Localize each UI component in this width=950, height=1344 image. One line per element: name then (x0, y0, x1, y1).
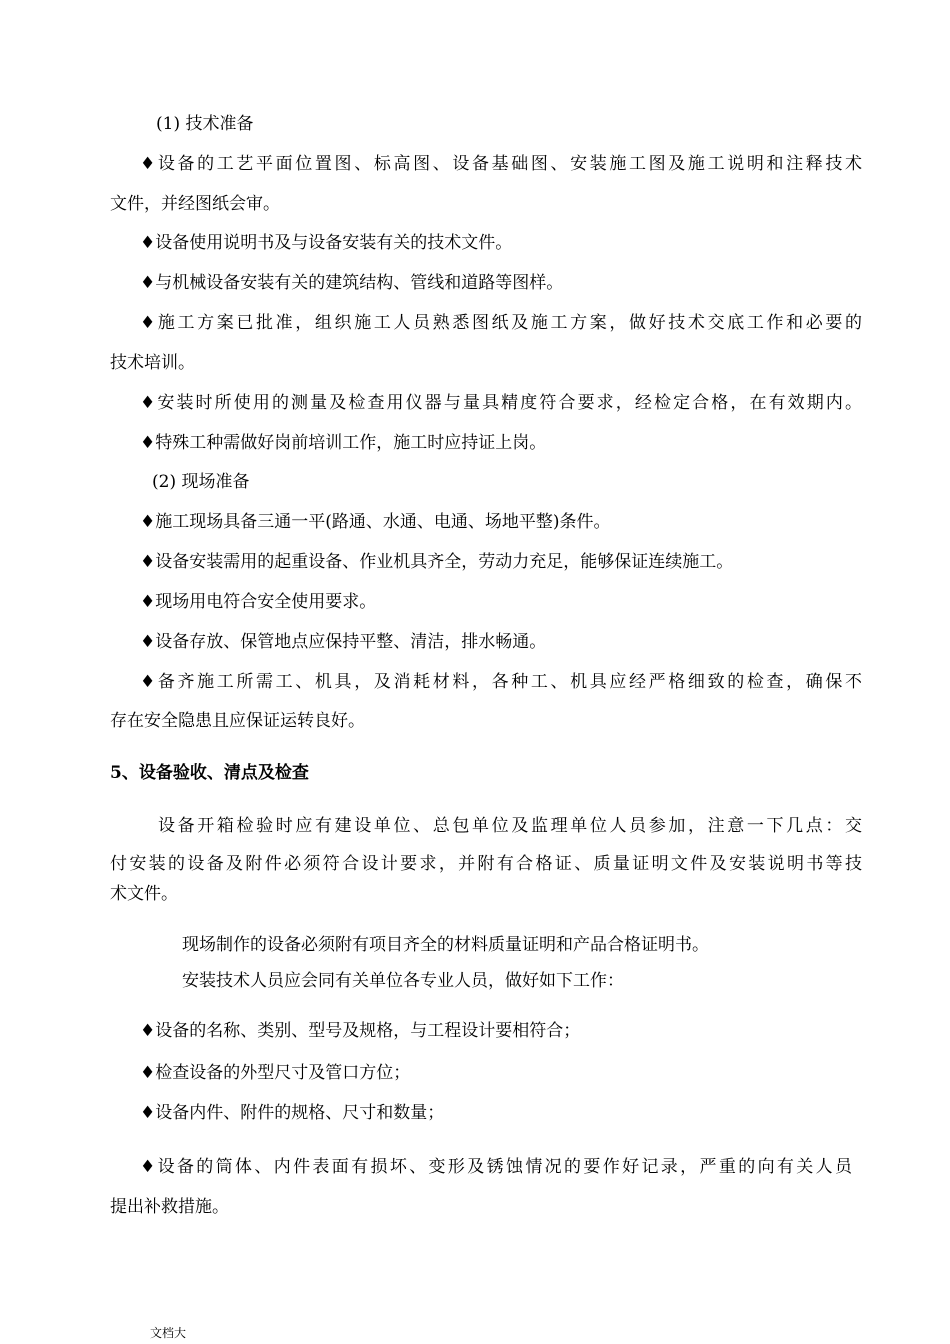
paragraph-line: 提出补救措施。 (110, 1197, 229, 1217)
paragraph-line: ♦设备使用说明书及与设备安装有关的技术文件。 (140, 233, 513, 253)
paragraph-line: 现场制作的设备必须附有项目齐全的材料质量证明和产品合格证明书。 (182, 935, 709, 955)
paragraph-line: 安装技术人员应会同有关单位各专业人员，做好如下工作： (182, 971, 624, 991)
section-heading-equipment-acceptance: 5、设备验收、清点及检查 (110, 763, 309, 783)
paragraph-line: ♦设备存放、保管地点应保持平整、清洁，排水畅通。 (140, 632, 547, 652)
paragraph-line: 存在安全隐患且应保证运转良好。 (110, 711, 365, 731)
paragraph-line: ♦特殊工种需做好岗前培训工作，施工时应持证上岗。 (140, 433, 547, 453)
paragraph-line: ♦检查设备的外型尺寸及管口方位； (140, 1063, 411, 1083)
paragraph-line: ♦施工方案已批准，组织施工人员熟悉图纸及施工方案，做好技术交底工作和必要的 (140, 313, 862, 333)
paragraph-line: 设备开箱检验时应有建设单位、总包单位及监理单位人员参加，注意一下几点：交 (158, 816, 862, 836)
heading-site-preparation: (2) 现场准备 (152, 472, 250, 492)
page-footer: 文档大 (150, 1326, 187, 1340)
paragraph-line: ♦设备内件、附件的规格、尺寸和数量； (140, 1103, 445, 1123)
paragraph-line: ♦设备的工艺平面位置图、标高图、设备基础图、安装施工图及施工说明和注释技术 (140, 154, 862, 174)
paragraph-line: 术文件。 (110, 884, 178, 904)
paragraph-line: 付安装的设备及附件必须符合设计要求，并附有合格证、质量证明文件及安装说明书等技 (110, 854, 862, 874)
paragraph-line: ♦设备的名称、类别、型号及规格，与工程设计要相符合； (140, 1021, 581, 1041)
heading-technical-preparation: (1) 技术准备 (156, 114, 254, 134)
paragraph-line: ♦施工现场具备三通一平(路通、水通、电通、场地平整)条件。 (140, 512, 611, 532)
paragraph-line: ♦备齐施工所需工、机具，及消耗材料，各种工、机具应经严格细致的检查，确保不 (140, 672, 862, 692)
paragraph-line: 技术培训。 (110, 353, 195, 373)
paragraph-line: ♦与机械设备安装有关的建筑结构、管线和道路等图样。 (140, 273, 564, 293)
paragraph-line: 文件，并经图纸会审。 (110, 194, 280, 214)
paragraph-line: ♦安装时所使用的测量及检查用仪器与量具精度符合要求，经检定合格，在有效期内。 (140, 393, 862, 413)
paragraph-line: ♦设备安装需用的起重设备、作业机具齐全，劳动力充足，能够保证连续施工。 (140, 552, 734, 572)
paragraph-line: ♦现场用电符合安全使用要求。 (140, 592, 377, 612)
paragraph-line: ♦设备的筒体、内件表面有损坏、变形及锈蚀情况的要作好记录，严重的向有关人员 (140, 1157, 852, 1177)
